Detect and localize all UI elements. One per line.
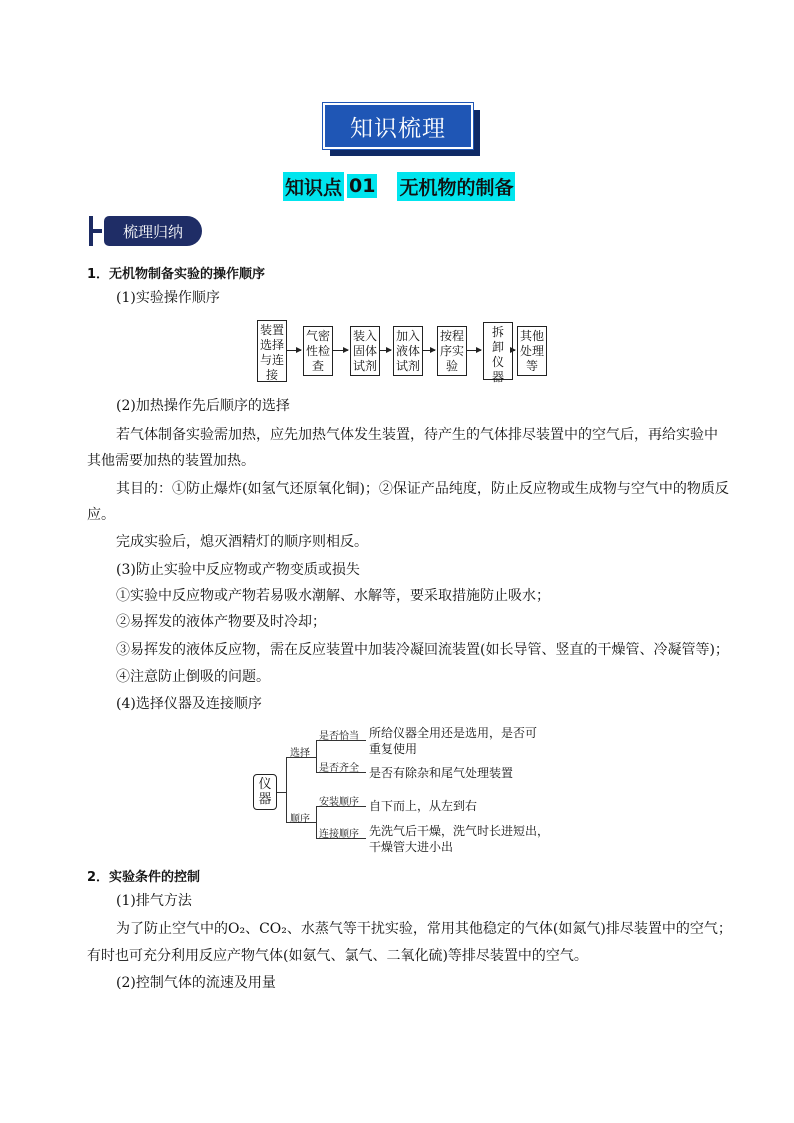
s1-p4: (4)选择仪器及连接顺序 bbox=[116, 696, 262, 712]
tree-leaf-appropriate: 是否恰当 bbox=[319, 731, 359, 742]
flow-arrow bbox=[423, 350, 435, 351]
kp-label: 知识点 bbox=[283, 172, 344, 201]
s2-p1a: 为了防止空气中的O₂、CO₂、水蒸气等干扰实验，常用其他稳定的气体(如氮气)排尽装置中的空气； bbox=[116, 921, 732, 937]
kp-title-text: 无机物的制备 bbox=[397, 172, 515, 201]
s1-p3c: ③易挥发的液体反应物，需在反应装置中加装冷凝回流装置(如长导管、竖直的干燥管、冷凝管等)； bbox=[116, 642, 729, 658]
s1-p3d: ④注意防止倒吸的问题。 bbox=[116, 669, 270, 685]
flow-step: 按程 序实 验 bbox=[437, 326, 467, 376]
section-2-heading: 2．实验条件的控制 bbox=[87, 870, 201, 885]
s1-p2a: 若气体制备实验需加热，应先加热气体发生装置，待产生的气体排尽装置中的空气后，再给实验中 bbox=[116, 427, 718, 443]
s1-p2b: 其他需要加热的装置加热。 bbox=[87, 453, 255, 469]
section-1-heading: 1．无机物制备实验的操作顺序 bbox=[87, 267, 266, 282]
tree-leaf-install: 安装顺序 bbox=[319, 797, 359, 808]
tree-text-connect: 先洗气后干燥，洗气时长进短出， 干燥管大进小出 bbox=[369, 824, 550, 854]
kp-number: 01 bbox=[349, 175, 376, 197]
s2-p1: (1)排气方法 bbox=[116, 893, 192, 909]
tree-leaf-connect: 连接顺序 bbox=[319, 829, 359, 840]
flow-arrow bbox=[467, 350, 481, 351]
tree-line bbox=[316, 806, 317, 839]
tree-text-appropriate: 所给仪器全用还是选用，是否可 重复使用 bbox=[369, 726, 538, 756]
flow-step: 气密 性检 查 bbox=[303, 326, 333, 376]
flow-step: 装入 固体 试剂 bbox=[350, 326, 380, 376]
s1-p2e: 完成实验后，熄灭酒精灯的顺序则相反。 bbox=[116, 534, 368, 550]
tree-text-install: 自下而上，从左到右 bbox=[369, 799, 478, 813]
flow-arrow bbox=[513, 350, 515, 351]
knowledge-point-title bbox=[283, 173, 515, 199]
tree-leaf-complete: 是否齐全 bbox=[319, 763, 359, 774]
flow-arrow bbox=[287, 350, 301, 351]
flow-step: 装置 选择 与连 接 bbox=[257, 320, 287, 382]
s1-p3b: ②易挥发的液体产物要及时冷却； bbox=[116, 614, 326, 630]
s1-p3a: ①实验中反应物或产物若易吸水潮解、水解等，要采取措施防止吸水； bbox=[116, 588, 550, 604]
tree-line bbox=[277, 792, 286, 793]
s1-p2: (2)加热操作先后顺序的选择 bbox=[116, 398, 290, 414]
tree-line bbox=[316, 740, 317, 773]
flow-step: 其他 处理 等 bbox=[517, 326, 547, 376]
tree-branch-select: 选择 bbox=[290, 748, 310, 759]
s1-p2c: 其目的：①防止爆炸(如氢气还原氧化铜)；②保证产品纯度，防止反应物或生成物与空气中的物质反 bbox=[116, 481, 729, 497]
s2-p2: (2)控制气体的流速及用量 bbox=[116, 975, 276, 991]
flow-step: 加入 液体 试剂 bbox=[393, 326, 423, 376]
s2-p1b: 有时也可充分利用反应产物气体(如氨气、氯气、二氧化硫)等排尽装置中的空气。 bbox=[87, 948, 588, 964]
tree-line bbox=[286, 757, 287, 822]
summary-tag: 梳理归纳 bbox=[104, 216, 202, 246]
tree-text-complete: 是否有除杂和尾气处理装置 bbox=[369, 766, 514, 780]
tag-connector bbox=[93, 229, 102, 233]
section-banner: 知识梳理 bbox=[323, 103, 473, 149]
s1-p3: (3)防止实验中反应物或产物变质或损失 bbox=[116, 562, 360, 578]
s1-p2d: 应。 bbox=[87, 507, 115, 523]
flow-step: 拆 卸 仪 器 bbox=[483, 322, 513, 380]
tree-root: 仪 器 bbox=[253, 774, 277, 810]
flow-arrow bbox=[380, 350, 391, 351]
tree-branch-order: 顺序 bbox=[290, 814, 310, 825]
flow-arrow bbox=[333, 350, 348, 351]
s1-p1: (1)实验操作顺序 bbox=[116, 290, 220, 306]
